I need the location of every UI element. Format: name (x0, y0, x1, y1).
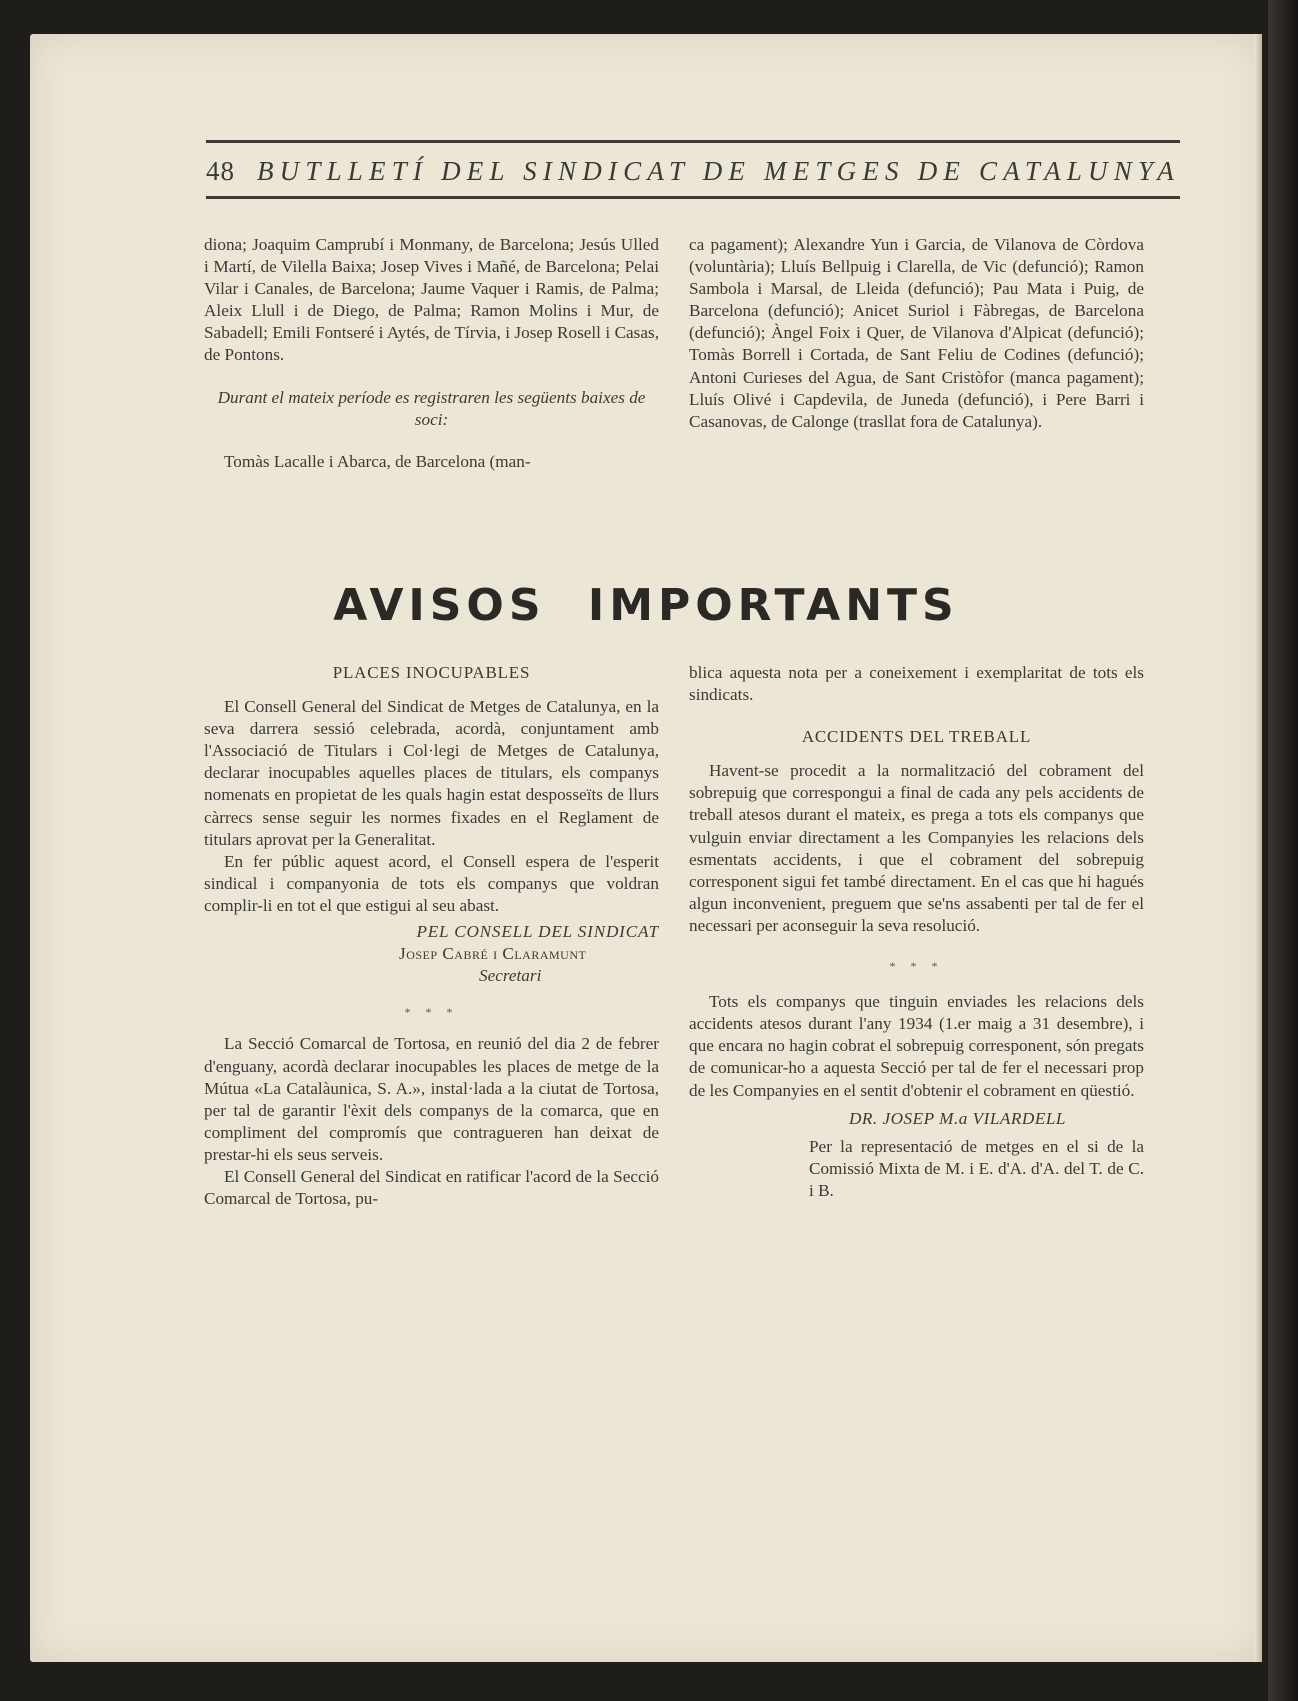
places-heading: PLACES INOCUPABLES (332, 663, 531, 682)
section-separator: * * * (889, 959, 944, 974)
header-bottom-rule (206, 196, 1180, 199)
page-fold-shadow (1254, 34, 1262, 1662)
places-paragraph-4: El Consell General del Sindicat en ratificar l'acord de la Secció Comarcal de Tortosa, pu- (204, 1166, 659, 1209)
baixes-list-continuation: ca pagament); Alexandre Yun i Garcia, de Vilanova de Còrdova (voluntària); Lluís Bellpuig i Clarella, de Vic (defunció); Ramon Sambola i Marsal, de Lleida (defunció); Pau Mata i Puig, de Barcelona (defunció); Anicet Suriol i Fàbregas, de Barcelona (defunció); Àngel Foix i Quer, de Vilanova d'Alpicat (defunció); Tomàs Borrell i Cortada, de Sant Feliu de Codines (defunció); Antoni Curieses del Agua, de Sant Cristòfor (manca pagament); Lluís Olivé i Capdevila, de Juneda (defunció), i Pere Barri i Casanovas, de Calonge (trasllat fora de Catalunya). (689, 235, 1144, 431)
accidents-signature-role: Per la representació de metges en el si de la Comissió Mixta de M. i E. d'A. d'A. del T. de C. i B. (809, 1136, 1144, 1200)
signature-role: Secretari (479, 966, 542, 986)
accidents-column (689, 662, 1144, 1202)
signature-organization: PEL CONSELL DEL SINDICAT (416, 922, 659, 942)
running-header (206, 156, 1180, 192)
top-right-column (689, 234, 1144, 433)
page-number: 48 (206, 156, 235, 186)
accidents-paragraph-2: Tots els companys que tinguin enviades les relacions dels accidents atesos durant l'any 1934 (1.er maig a 31 desembre), i que encara no hagin cobrat el sobrepuig corresponent, són pregats de comunicar-ho a aquesta Secció per tal de fer el necessari prop de les Companyies en el sentit d'obtenir el cobrament en qüestió. (689, 992, 1144, 1100)
journal-title: BUTLLETÍ DEL SINDICAT DE METGES DE CATALUNYA (256, 156, 1180, 186)
scan-background-edge (1268, 0, 1298, 1701)
places-column (204, 662, 659, 1210)
baixes-list-start: Tomàs Lacalle i Abarca, de Barcelona (man- (224, 451, 531, 471)
main-heading: AVISOS IMPORTANTS (333, 580, 959, 631)
baixes-intro: Durant el mateix període es registraren les següents baixes de soci: (217, 387, 646, 429)
members-list-continuation: diona; Joaquim Camprubí i Monmany, de Barcelona; Jesús Ulled i Martí, de Vilella Baixa; Josep Vives i Mañé, de Barcelona; Pelai Vilar i Canales, de Barcelona; Jaume Vaquer i Ramis, de Palma; Aleix Llull i de Diego, de Palma; Ramon Molins i Mur, de Sabadell; Emili Fontseré i Aytés, de Tírvia, i Josep Rosell i Casas, de Pontons. (204, 235, 659, 365)
places-paragraph-2: En fer públic aquest acord, el Consell espera de l'esperit sindical i companyonia de tots els companys que voldran complir-li en tot el que estigui al seu abast. (204, 851, 659, 915)
places-paragraph-1: El Consell General del Sindicat de Metges de Catalunya, en la seva darrera sessió celebrada, acordà, conjuntament amb l'Associació de Titulars i Col·legi de Metges de Catalunya, declarar inocupables aquelles places de titulars, els companys nomenats en propietat de les quals hagin estat desposseïts de llurs càrrecs sense seguir les normes fixades en el Reglament de titulars aprovat per la Generalitat. (204, 697, 659, 849)
section-separator: * * * (404, 1005, 459, 1020)
places-paragraph-3: La Secció Comarcal de Tortosa, en reunió del dia 2 de febrer d'enguany, acordà declarar inocupables les places de metge de la Mútua «La Catalàunica, S. A.», instal·lada a la ciutat de Tortosa, per tal de garantir l'èxit dels companys de la comarca, que en compliment del compromís que contragueren han deixat de prestar-hi els seus serveis. (204, 1034, 659, 1164)
places-continuation: blica aquesta nota per a coneixement i exemplaritat de tots els sindicats. (689, 663, 1144, 705)
accidents-signature-name: DR. JOSEP M.a VILARDELL (849, 1108, 1066, 1128)
top-left-column (204, 234, 659, 473)
document-page (30, 34, 1262, 1662)
header-top-rule (206, 140, 1180, 143)
accidents-heading: ACCIDENTS DEL TREBALL (801, 727, 1032, 747)
accidents-paragraph-1: Havent-se procedit a la normalització del cobrament del sobrepuig que correspongui a final de cada any pels accidents de treball atesos durant el mateix, es prega a tots els companys que vulguin enviar directament a les Companyies les relacions dels esmentats accidents, i que el cobrament del sobrepuig corresponent sigui fet també directament. En el cas que hi hagués algun inconvenient, preguem que se'ns assabenti per tal de fer el necessari per aconseguir la seva resolució. (689, 761, 1144, 935)
signature-name: Josep Cabré i Claramunt (399, 944, 587, 964)
